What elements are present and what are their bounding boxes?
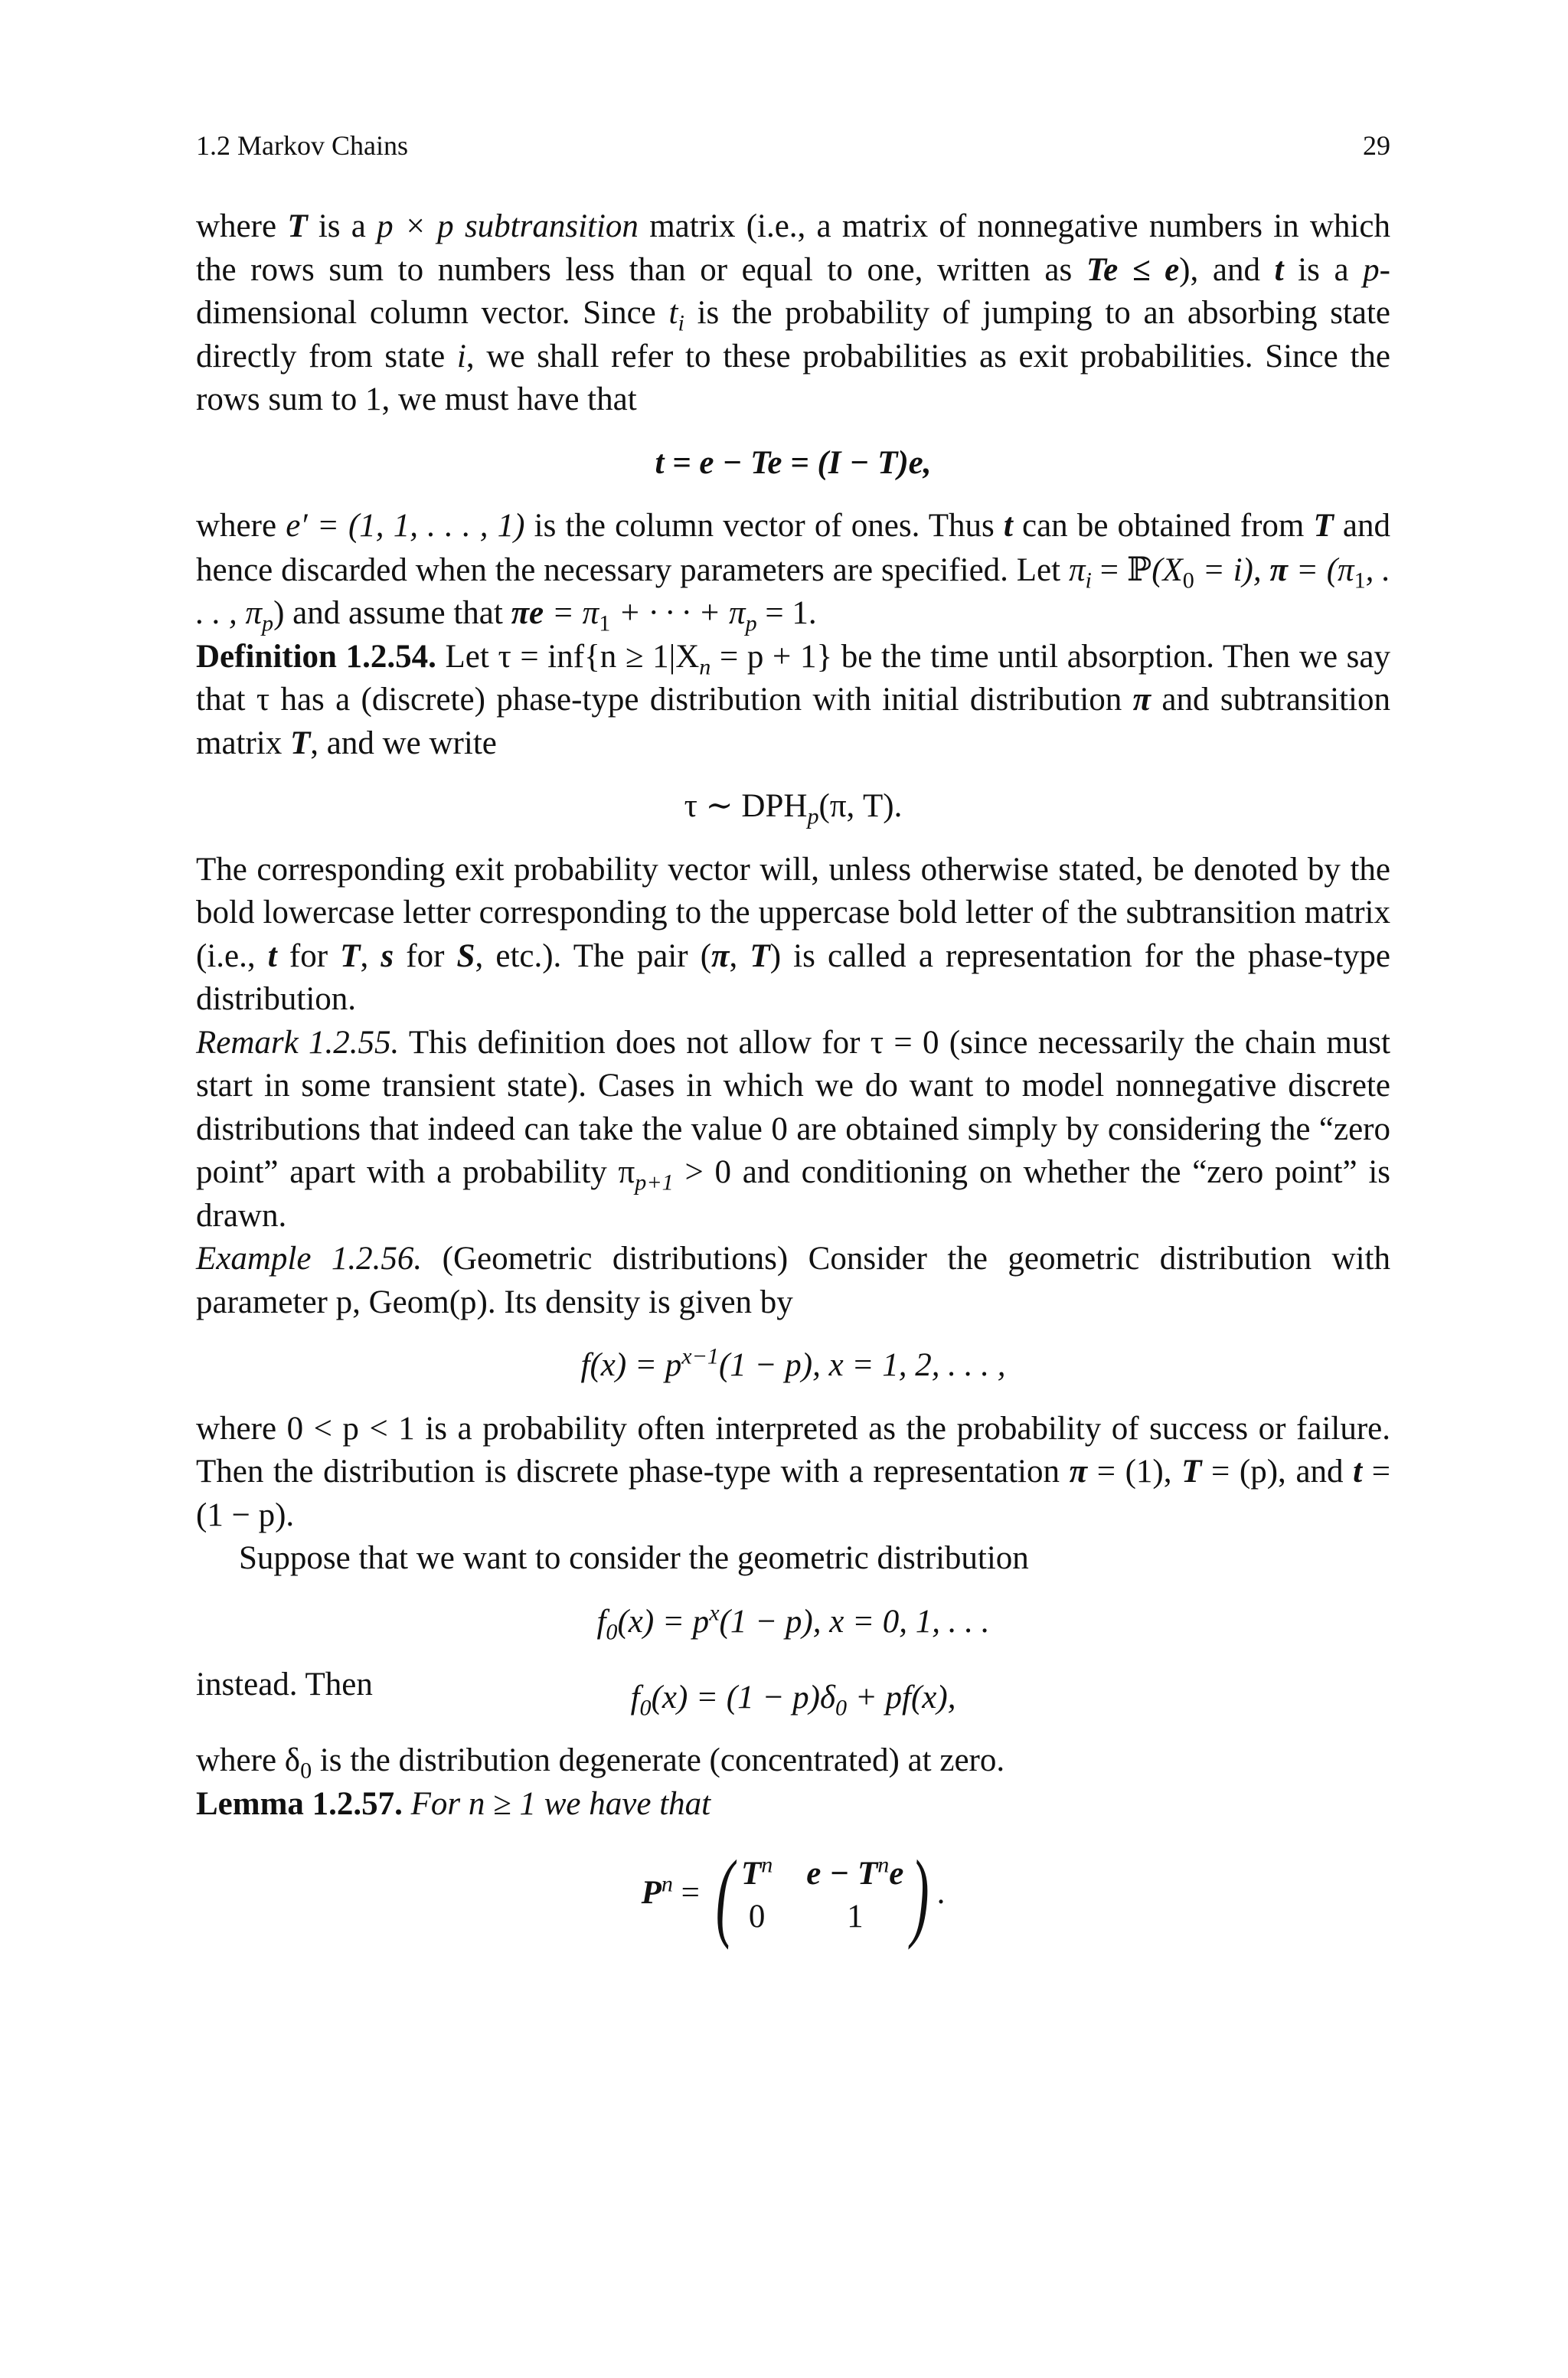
equation-mixture: $f_0(x) = (1 - p)\delta_0 + pf(x)$, <box>630 1679 956 1721</box>
paragraph-ones-vector: where e′ = (1, 1, . . . , 1) is the column vector of ones. Thus t can be obtained from T and hence discarded when the necessary parameters are specified. Let $\pi_i$ = $ℙ(X_0 = i)$, $\pi = (\pi_1$, . . . , $\pi_p$) and assume that $\pi e = \pi_1$ + · · · + $\pi_p = 1$. <box>196 508 1391 636</box>
matrix-cell-21: 0 <box>748 1899 766 1935</box>
remark-label: Remark 1.2.55. <box>196 1024 400 1061</box>
left-paren: ( <box>715 1840 734 1951</box>
matrix-cell-12: $e - T^ne$ <box>806 1851 904 1892</box>
equation-dph: τ ∼ $DPH_p(\pi$, T). <box>684 788 903 829</box>
paragraph-subtransition: where T is a p × p subtransition matrix (i.e., a matrix of nonnegative numbers in which the rows sum to numbers less than or equal to one, written as Te ≤ e), and t is a p-dimensional column vector. Since $t_i$ is the probability of jumping to an absorbing state directly from state i, we shall refer to these probabilities as exit probabilities. Since the rows sum to 1, we must have that <box>196 208 1391 417</box>
paragraph-geometric-representation: where 0 < p < 1 is a probability often interpreted as the probability of success or failure. Then the distribution is discrete phase-type with a representation π = (1), T = (p), and t = (1 − p). <box>196 1410 1391 1533</box>
paragraph-representation: The corresponding exit probability vector will, unless otherwise stated, be denoted by the bold lowercase letter corresponding to the uppercase bold letter of the subtransition matrix (i.e., t for T, s for S, etc.). The pair (π, T) is called a representation for the phase-type distribution. <box>196 851 1391 1017</box>
paragraph-suppose: Suppose that we want to consider the geometric distribution <box>239 1540 1029 1576</box>
paragraph-instead: instead. Then <box>196 1667 373 1703</box>
definition-label: Definition 1.2.54. <box>196 638 436 675</box>
matrix-cell-22: 1 <box>847 1899 864 1935</box>
right-paren: ) <box>911 1840 929 1951</box>
lemma-1-2-57: Lemma 1.2.57. For n ≥ 1 we have that <box>196 1785 711 1822</box>
section-title: 1.2 Markov Chains <box>196 130 408 161</box>
equation-matrix-power: $P^n$ = ( $T^n$ $e - T^ne$ 0 1 ) . <box>641 1840 946 1951</box>
equation-exit-vector: t = e − Te = (I − T)e, <box>655 444 932 481</box>
page-number: 29 <box>1363 130 1390 161</box>
matrix-cell-11: $T^n$ <box>740 1851 773 1892</box>
equation-geometric-zero: $f_0(x) = p^x(1 - p)$, x = 0, 1, . . . <box>596 1599 990 1645</box>
definition-1-2-54: Definition 1.2.54. Let $\tau = inf\{n \ge 1|X_n = p + 1\}$ be the time until absorption. Then we say that τ has a (discrete) phase-type distribution with initial distribution π and subtransition matrix T, and we write <box>196 638 1391 761</box>
example-1-2-56: Example 1.2.56. (Geometric distributions) Consider the geometric distribution with parameter p, Geom(p). Its density is given by <box>196 1241 1391 1320</box>
running-head <box>196 123 1390 168</box>
block-matrix <box>708 1840 937 1951</box>
paragraph-degenerate: where $\delta_0$ is the distribution degenerate (concentrated) at zero. <box>196 1742 1005 1784</box>
remark-1-2-55: Remark 1.2.55. This definition does not allow for τ = 0 (since necessarily the chain must start in some transient state). Cases in which we do want to model nonnegative discrete distributions that indeed can take the value 0 are obtained simply by considering the “zero point” apart with a probability $\pi_{p+1} > 0$ and conditioning on whether the “zero point” is drawn. <box>196 1024 1390 1234</box>
page <box>196 123 1390 1965</box>
lemma-label: Lemma 1.2.57. <box>196 1785 403 1822</box>
example-label: Example 1.2.56. <box>196 1241 423 1277</box>
equation-geometric-density: $f(x) = p^{x-1}(1 - p)$, x = 1, 2, . . . , <box>580 1343 1006 1383</box>
